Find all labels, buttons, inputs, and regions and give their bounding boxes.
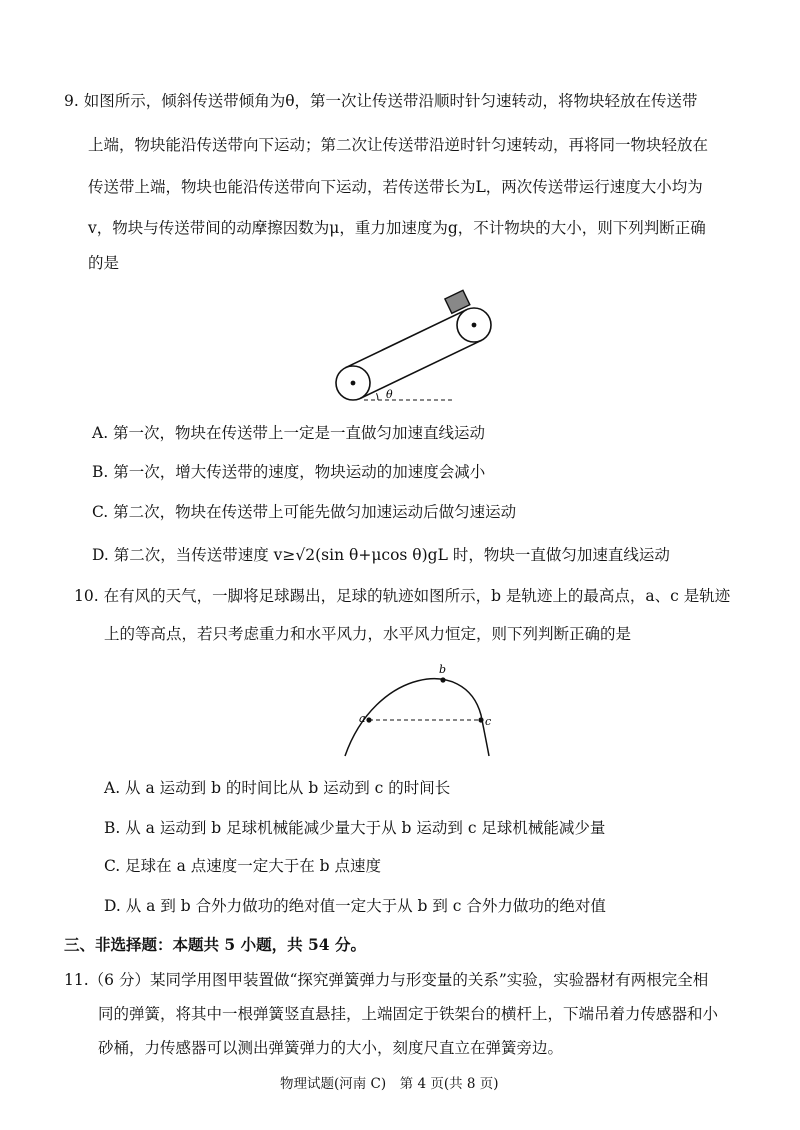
q9-stem-line-4: v，物块与传送带间的动摩擦因数为μ，重力加速度为g，不计物块的大小，则下列判断正确 — [88, 219, 706, 237]
point-c — [478, 717, 483, 722]
label-a: a — [359, 712, 366, 725]
q9-stem-line-1: 9. 如图所示，倾斜传送带倾角为θ，第一次让传送带沿顺时针匀速转动，将物块轻放在传送带 — [64, 92, 698, 110]
q10-option-a: A. 从 a 运动到 b 的时间比从 b 运动到 c 的时间长 — [104, 779, 451, 797]
q9-option-d: D. 第二次，当传送带速度 v≥√2(sin θ+μcos θ)gL 时，物块一直做匀加速直线运动 — [92, 546, 670, 564]
q9-stem-line-3: 传送带上端，物块也能沿传送带向下运动，若传送带长为L，两次传送带运行速度大小均为 — [88, 178, 703, 196]
conveyor-belt-figure — [320, 285, 520, 410]
trajectory-figure — [335, 660, 505, 760]
point-b — [440, 677, 445, 682]
section-title: 三、非选择题：本题共 5 小题，共 54 分。 — [64, 935, 366, 954]
q10-option-b: B. 从 a 运动到 b 足球机械能减少量大于从 b 运动到 c 足球机械能减少量 — [104, 819, 606, 837]
q9-option-b: B. 第一次，增大传送带的速度，物块运动的加速度会减小 — [92, 463, 486, 481]
q9-stem-line-2: 上端，物块能沿传送带向下运动；第二次让传送带沿逆时针匀速转动，再将同一物块轻放在 — [88, 136, 709, 154]
q11-stem-line-1: 11.（6 分）某同学用图甲装置做“探究弹簧弹力与形变量的关系”实验，实验器材有两根完全相 — [64, 971, 709, 989]
theta-label: θ — [386, 388, 393, 401]
q9-stem-line-5: 的是 — [88, 254, 120, 272]
trajectory-curve — [345, 679, 492, 756]
q10-option-c: C. 足球在 a 点速度一定大于在 b 点速度 — [104, 857, 382, 875]
point-a — [366, 717, 371, 722]
q9-option-a: A. 第一次，物块在传送带上一定是一直做匀加速直线运动 — [92, 424, 486, 442]
q11-stem-line-2: 同的弹簧，将其中一根弹簧竖直悬挂，上端固定于铁架台的横杆上，下端吊着力传感器和小 — [98, 1005, 719, 1023]
q9-option-c: C. 第二次，物块在传送带上可能先做匀加速运动后做匀速运动 — [92, 503, 517, 521]
belt-top-edge — [346, 310, 467, 368]
q10-stem-line-1: 10. 在有风的天气，一脚将足球踢出，足球的轨迹如图所示，b 是轨迹上的最高点，a、c 是轨迹 — [74, 587, 731, 605]
label-b: b — [439, 663, 447, 676]
q10-stem-line-2: 上的等高点，若只考虑重力和水平风力，水平风力恒定，则下列判断正确的是 — [104, 625, 632, 643]
label-c: c — [485, 715, 492, 728]
page-footer: 物理试题(河南 C) 第 4 页(共 8 页) — [280, 1076, 499, 1092]
q10-option-d: D. 从 a 到 b 合外力做功的绝对值一定大于从 b 到 c 合外力做功的绝对值 — [104, 897, 606, 915]
angle-arc — [377, 393, 379, 400]
belt-bottom-edge — [361, 340, 482, 398]
q11-stem-line-3: 砂桶，力传感器可以测出弹簧弹力的大小，刻度尺直立在弹簧旁边。 — [98, 1039, 564, 1057]
